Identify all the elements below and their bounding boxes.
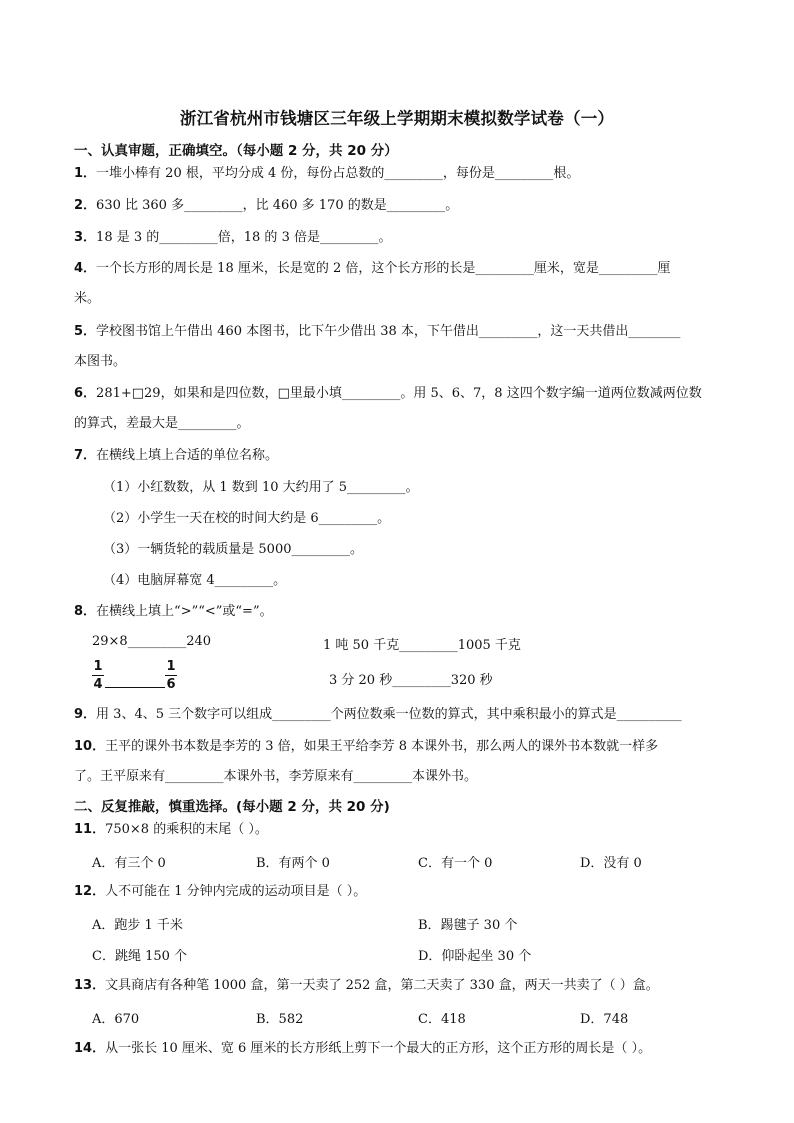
question-number: 7．: [74, 448, 97, 463]
question-text: 18 是 3 的_________倍，18 的 3 倍是_________。: [96, 230, 392, 245]
option-c[interactable]: C．跳绳 150 个: [92, 949, 188, 964]
question-number: 5．: [74, 324, 97, 339]
question-number: 3．: [74, 230, 97, 245]
question-text: 文具商店有各种笔 1000 盒，第一天卖了 252 盒，第二天卖了 330 盒，两天一共卖了（ ）盒。: [105, 978, 659, 993]
question-text: 在横线上填上“>”“<”或“=”。: [96, 604, 273, 619]
question-text: 从一张长 10 厘米、宽 6 厘米的长方形纸上剪下一个最大的正方形，这个正方形的周长是（ ）。: [105, 1041, 652, 1056]
question-text: 在横线上填上合适的单位名称。: [96, 448, 279, 463]
question-7-item: （4）电脑屏幕宽 4_________。: [103, 573, 287, 588]
question-6-cont: 的算式，差最大是_________。: [74, 416, 250, 431]
question-7-item: （1）小红数数，从 1 数到 10 大约用了 5_________。: [103, 480, 419, 495]
question-number: 11．: [74, 822, 106, 837]
option-a[interactable]: A．670: [92, 1012, 140, 1027]
option-b[interactable]: B．有两个 0: [256, 856, 330, 871]
question-4: [74, 260, 670, 278]
question-text: 630 比 360 多_________，比 460 多 170 的数是_________。: [96, 198, 459, 213]
page-title: 浙江省杭州市钱塘区三年级上学期期末模拟数学试卷（一）: [179, 109, 615, 128]
comparison-a: 29×8_________240: [92, 634, 212, 649]
question-number: 12．: [74, 884, 106, 899]
question-11: [74, 821, 268, 839]
fraction-one-sixth: [165, 659, 177, 692]
question-text: 一个长方形的周长是 18 厘米，长是宽的 2 倍，这个长方形的长是_________厘米，宽是_________厘: [96, 261, 671, 276]
fraction-denominator: 6: [166, 677, 176, 692]
question-1: [74, 165, 579, 183]
question-text: 一堆小棒有 20 根，平均分成 4 份，每份占总数的_________，每份是_________根。: [96, 166, 580, 181]
comparison-d: 3 分 20 秒_________320 秒: [329, 673, 493, 688]
question-7-item: （3）一辆货轮的载质量是 5000_________。: [103, 542, 363, 557]
question-text: 281+□29，如果和是四位数，□里最小填_________。用 5、6、7，8 这四个数字编一道两位数减两位数: [96, 386, 702, 401]
option-a[interactable]: A．跑步 1 千米: [92, 918, 183, 933]
question-6: [74, 385, 702, 403]
question-number: 10．: [74, 739, 106, 754]
comparison-b: 1 吨 50 千克_________1005 千克: [323, 638, 521, 653]
answer-blank: [105, 687, 165, 688]
question-number: 14．: [74, 1041, 106, 1056]
fraction-numerator: 1: [93, 659, 103, 674]
option-b[interactable]: B．踢毽子 30 个: [418, 918, 518, 933]
question-10-cont: 了。王平原来有_________本课外书，李芳原来有_________本课外书。: [74, 769, 478, 784]
question-10: [74, 738, 658, 756]
option-b[interactable]: B．582: [256, 1012, 304, 1027]
option-d[interactable]: D．没有 0: [580, 856, 642, 871]
fraction-one-quarter: [92, 659, 104, 692]
option-a[interactable]: A．有三个 0: [92, 856, 166, 871]
question-12: [74, 883, 366, 901]
question-number: 9．: [74, 707, 97, 722]
section-heading-2: 二、反复推敲，慎重选择。(每小题 2 分，共 20 分): [74, 799, 390, 815]
fraction-numerator: 1: [166, 659, 176, 674]
question-3: [74, 229, 391, 247]
option-d[interactable]: D．仰卧起坐 30 个: [418, 949, 532, 964]
question-text: 人不可能在 1 分钟内完成的运动项目是（ ）。: [105, 884, 367, 899]
question-4-cont: 米。: [74, 291, 101, 306]
question-number: 2．: [74, 198, 97, 213]
question-13: [74, 977, 659, 995]
question-9: [74, 706, 682, 724]
question-number: 1．: [74, 166, 97, 181]
question-8: [74, 603, 273, 621]
section-heading-1: 一、认真审题，正确填空。（每小题 2 分，共 20 分）: [74, 143, 398, 159]
question-text: 750×8 的乘积的末尾（ ）。: [105, 822, 268, 837]
question-number: 8．: [74, 604, 97, 619]
question-7-item: （2）小学生一天在校的时间大约是 6_________。: [103, 511, 391, 526]
question-7: [74, 447, 278, 465]
fraction-bar: [92, 675, 104, 676]
option-c[interactable]: C．有一个 0: [418, 856, 493, 871]
question-text: 学校图书馆上午借出 460 本图书，比下午少借出 38 本，下午借出_________，这一天共借出________: [96, 324, 681, 339]
question-5-cont: 本图书。: [74, 354, 127, 369]
question-number: 13．: [74, 978, 106, 993]
question-5: [74, 323, 680, 341]
question-14: [74, 1040, 651, 1058]
option-d[interactable]: D．748: [580, 1012, 629, 1027]
option-c[interactable]: C．418: [418, 1012, 466, 1027]
fraction-bar: [165, 675, 177, 676]
question-text: 用 3、4、5 三个数字可以组成_________个两位数乘一位数的算式，其中乘积最小的算式是__________: [96, 707, 682, 722]
question-number: 4．: [74, 261, 97, 276]
fraction-denominator: 4: [93, 677, 103, 692]
question-text: 王平的课外书本数是李芳的 3 倍，如果王平给李芳 8 本课外书，那么两人的课外书本数就一样多: [105, 739, 659, 754]
question-number: 6．: [74, 386, 97, 401]
question-2: [74, 197, 458, 215]
